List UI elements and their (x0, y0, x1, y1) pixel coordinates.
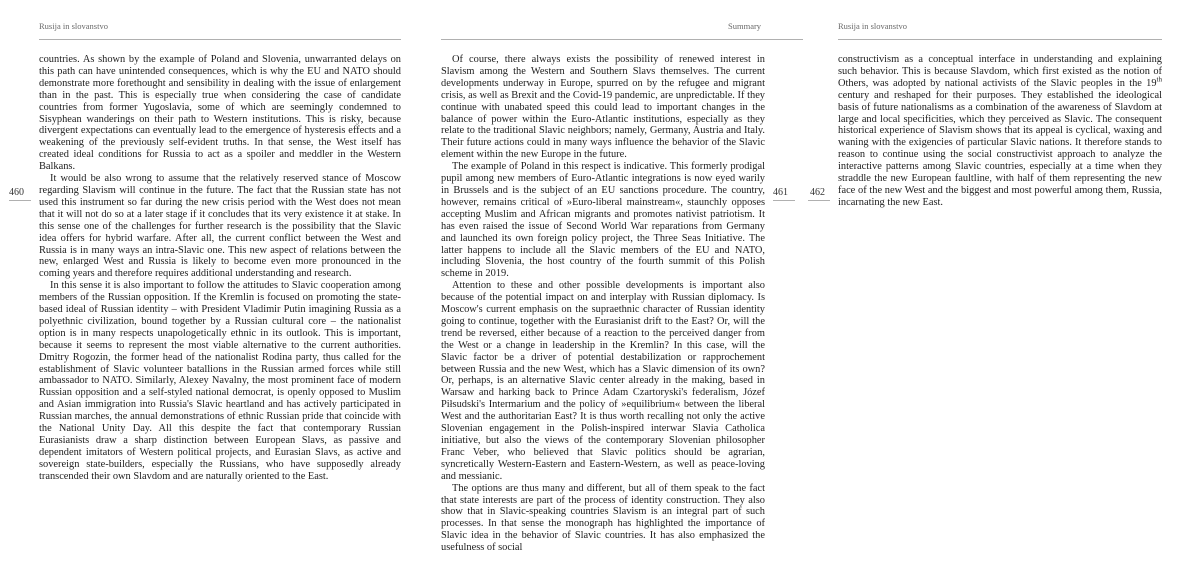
middle-page-body (441, 54, 765, 554)
middle-header-rule (441, 39, 803, 40)
middle-page-header: Summary (728, 21, 762, 31)
left-paragraph-2: It would be also wrong to assume that the relatively reserved stance of Moscow regarding Slavism will continue in the future. The fact that the Russian state has not used this instrument so far during the new crisis period with the West does not mean that it will not do so at a later stage if it concludes that its very existence it at stake. In this sense one of the challenges for further research is the possibility that the Slavic idea offers for hybrid warfare. After all, the current conflict between the West and Russia is in many ways an intra-Slavic one. This new aspect of relations between the new, enlarged West and Russia is likely to become even more pronounced in the coming years and therefore requires additional understanding and research. (39, 173, 401, 280)
middle-paragraph-4: The options are thus many and different, but all of them speak to the fact that state interests are part of the process of identity construction. They also show that in Slavic-speaking countries Slavism is an integral part of such processes. In that sense the monograph has highlighted the importance of Slavic idea in the behavior of Slavic countries. It has also emphasized the usefulness of social (441, 482, 765, 554)
middle-page-number-rule (773, 200, 795, 201)
right-paragraph-end: century and reshaped for their purposes. They established the ideological basis of future nationalisms as a combination of the awareness of Slavdom at large and local specificities, which they perceived as Slavic. The consequent historical experience of Slavism shows that its appeal is cyclical, waxing and waning with the exigencies of particular Slavic nations. It therefore stands to reason to continue using the social constructivist approach to analyze the interactive patterns among Slavic countries, especially at a time when they straddle the new European faultline, with half of them representing the new face of the new West and the biggest and most powerful among them, Russia, incarnating the new East. (838, 89, 1162, 208)
left-page-number: 460 (9, 187, 24, 198)
left-header-rule (39, 39, 401, 40)
right-paragraph-1 (838, 54, 1162, 209)
left-page-header: Rusija in slovanstvo (39, 21, 108, 31)
right-page-header: Rusija in slovanstvo (838, 21, 907, 31)
superscript-th: th (1156, 75, 1162, 84)
middle-page-number: 461 (773, 187, 788, 198)
right-page-number-rule (808, 200, 830, 201)
middle-paragraph-1: Of course, there always exists the possibility of renewed interest in Slavism among the Western and Southern Slavs themselves. The current developments underway in Europe, spurred on by the refugee and migrant crisis, as well as Brexit and the Covid-19 pandemic, are unpredictable. If they continue with unabated speed this could lead to important changes in the balance of power within the Euro-Atlantic institutions, especially as they relate to the traditional Slavic neighbors; namely, Germany, Austria and Italy. Their future actions could in many ways influence the behavior of the Slavic element within the new Europe in the future. (441, 54, 765, 161)
right-paragraph-start: constructivism as a conceptual interface in understanding and explaining such behavior. This is because Slavdom, which first existed as the notion of Others, was adopted by national activists of the Slavic peoples in the 19 (838, 54, 1162, 89)
right-header-rule (838, 39, 1162, 40)
right-page-number: 462 (810, 187, 825, 198)
left-page-number-rule (9, 200, 31, 201)
middle-paragraph-2: The example of Poland in this respect is indicative. This formerly prodigal pupil among new members of Euro-Atlantic integrations is now eyed warily in Brussels and is the subject of an EU sanctions procedure. The country, however, remains critical of »Euro-liberal mainstream«, staunchly opposes accepting Muslim and African migrants and promotes nativist patriotism. It has even raised the issue of Second World War reparations from Germany and launched its own foreign policy project, the Three Seas Initiative. The latter happens to include all the Slavic members of the EU and NATO, including Slovenia, the host country of the fourth summit of this Polish scheme in 2019. (441, 161, 765, 280)
left-paragraph-1: countries. As shown by the example of Poland and Slovenia, unwarranted delays on this path can have unintended consequences, which is why the EU and NATO should demonstrate more forethought and sensibility in dealing with the issue of enlargement than in the past. This is especially true when considering the case of candidate countries from former Yugoslavia, some of which are seemingly condemned to Sisyphean wanderings on their path to Western institutions. This is risky, because divergent expectations can eventually lead to the emergence of hysteresis effects and a weakening of the previously self-evident truths. In that sense, the West itself has created ideal conditions for Russia to act as a spoiler and meddler in the Western Balkans. (39, 54, 401, 173)
left-paragraph-3: In this sense it is also important to follow the attitudes to Slavic cooperation among members of the Russian opposition. If the Kremlin is focused on promoting the state-based ideal of Russian identity – with President Vladimir Putin imagining Russia as a polyethnic civilization, bound together by a Russian cultural core – the nationalist option is in many respects unapologetically ethnic in its outlook. This is important, because it seems to represent the most viable alternative to the current authorities. Dmitry Rogozin, the former head of the nationalist Rodina party, thus called for the establishment of Slavic volunteer batallions in the Russian armed forces while still ambassador to NATO. Similarly, Alexey Navalny, the most prominent face of modern Russian opposition and a self-styled national democrat, is openly opposed to Muslim and Asian immigration into Russia's Slavic heartland and has actively participated in Russian marches, the annual demonstrations of ethnic Russian pride that coincide with the National Unity Day. All this despite the fact that contemporary Russian Eurasianists draw a sharp distinction between European Slavs, as passive and dependent imitators of Western political projects, and Eurasian Slavs, as active and sovereign state-builders, especially the Russians, who have supposedly already transcended their own Slavdom and are naturally oriented to the East. (39, 280, 401, 482)
left-page-body (39, 54, 401, 483)
middle-paragraph-3: Attention to these and other possible developments is important also because of the potential impact on and interplay with Russian diplomacy. Is Moscow's current emphasis on the supraethnic character of Russian identity going to continue, together with the Eurasianist drift to the East? Or, will the trend be reversed, either because of a reaction to the perceived danger from the West or a change in leadership in the Kremlin? In this case, will the Slavic factor be a driver of potential destabilization or rapprochement between Russia and the new West, which has a Slavic dimension of its own? Or, perhaps, is an alternative Slavic center already in the making, based in Warsaw and harking back to Prince Adam Czartoryski's federalism, Józef Piłsudski's Intermarium and the policy of »equilibrium« between the liberal West and the authoritarian East? It is thus worth recalling not only the active Slovenian engagement in the Polish-inspired interwar Slavia Catholica initiative, but also the views of the contemporary Slovenian philosopher Franc Veber, who believed that Slavic politics should be agrarian, syncretically Western-Eastern and Eastern-Western, as well as peace-loving and messianic. (441, 280, 765, 482)
right-page-body (838, 54, 1162, 209)
